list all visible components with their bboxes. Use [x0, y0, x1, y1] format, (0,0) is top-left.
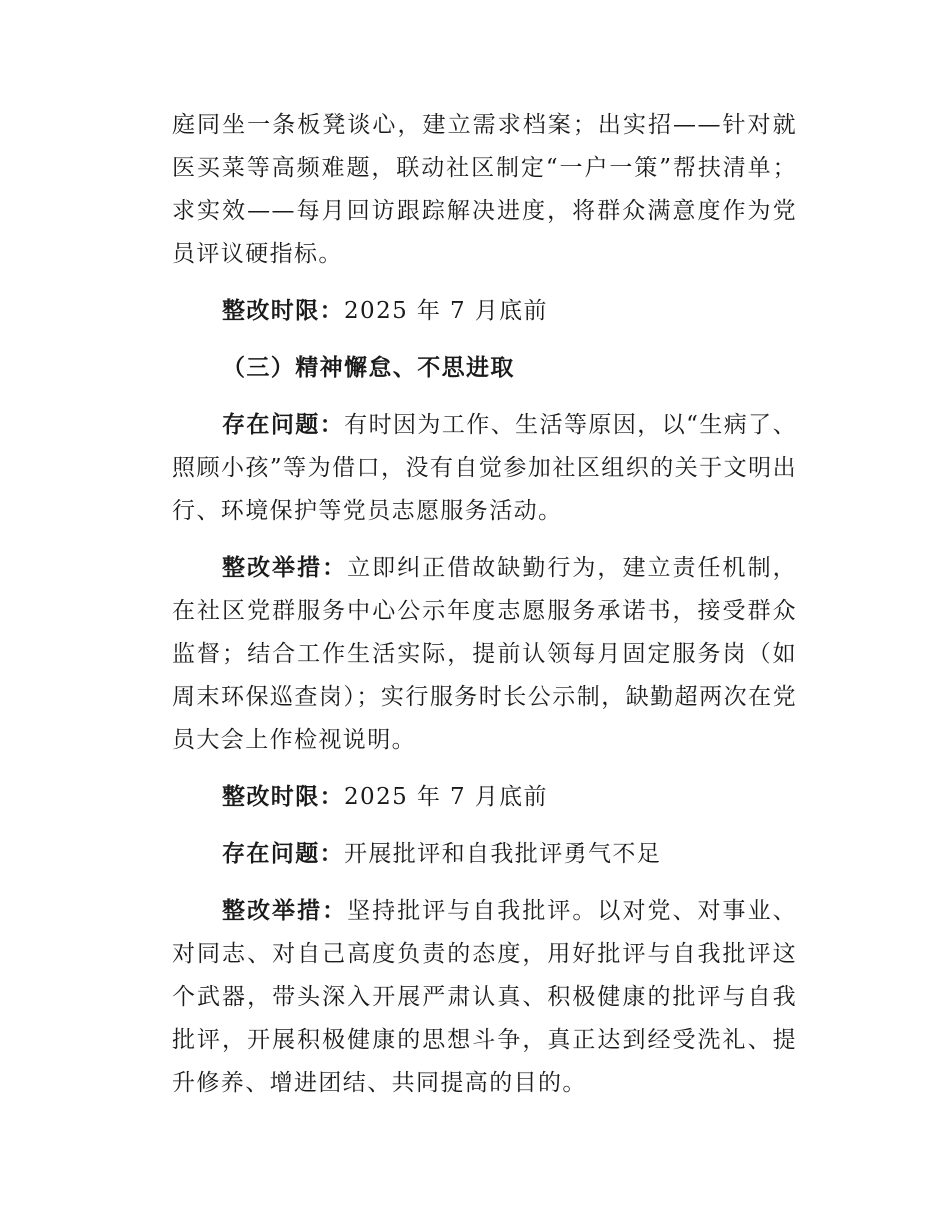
deadline-value: 2025 年 7 月底前 — [344, 298, 548, 324]
problem-text: 有时因为工作、生活等原因，以“生病了、照顾小孩”等为借口，没有自觉参加社区组织的关于文明出行、环境保护等党员志愿服务活动。 — [172, 412, 798, 524]
problem-label: 存在问题： — [222, 841, 344, 867]
section-heading — [172, 347, 797, 390]
measure-paragraph — [172, 547, 797, 762]
deadline-line-2 — [172, 776, 797, 819]
paragraph-text: 庭同坐一条板凳谈心，建立需求档案；出实招——针对就医买菜等高频难题，联动社区制定“一户一策”帮扶清单；求实效——每月回访跟踪解决进度，将群众满意度作为党员评议硬指标。 — [172, 112, 797, 267]
deadline-label: 整改时限： — [222, 298, 344, 324]
problem-paragraph — [172, 404, 797, 533]
measure-text: 立即纠正借故缺勤行为，建立责任机制，在社区党群服务中心公示年度志愿服务承诺书，接受群众监督；结合工作生活实际，提前认领每月固定服务岗（如周末环保巡查岗）；实行服务时长公示制，缺勤超两次在党员大会上作检视说明。 — [172, 555, 798, 753]
deadline-line — [172, 290, 797, 333]
deadline-value: 2025 年 7 月底前 — [344, 784, 548, 810]
problem-line-2 — [172, 833, 797, 876]
measure-label: 整改举措： — [222, 555, 348, 581]
deadline-label: 整改时限： — [222, 784, 344, 810]
problem-text: 开展批评和自我批评勇气不足 — [344, 841, 662, 867]
section-title: （三）精神懈怠、不思进取 — [222, 355, 515, 381]
document-body — [172, 104, 797, 1105]
paragraph-continuation — [172, 104, 797, 276]
measure-paragraph-2 — [172, 890, 797, 1105]
measure-label: 整改举措： — [222, 898, 348, 924]
problem-label: 存在问题： — [222, 412, 345, 438]
measure-text: 坚持批评与自我批评。以对党、对事业、对同志、对自己高度负责的态度，用好批评与自我批评这个武器，带头深入开展严肃认真、积极健康的批评与自我批评，开展积极健康的思想斗争，真正达到经受洗礼、提升修养、增进团结、共同提高的目的。 — [172, 898, 798, 1096]
